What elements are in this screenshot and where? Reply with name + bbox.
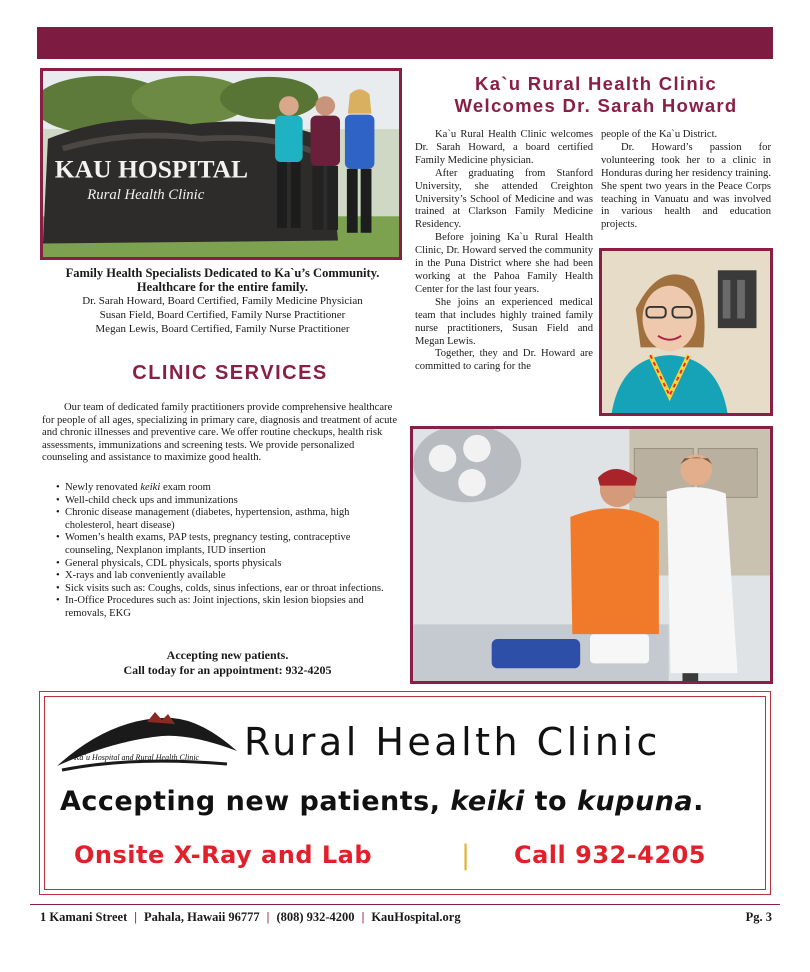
article-column-2	[601, 129, 771, 232]
paragraph: She joins an experienced medical team that includes highly trained family nurse practitioners, Susan Field and Megan Lewis.	[415, 296, 593, 347]
paragraph: After graduating from Stanford University, she attended Creighton University’s School of Medicine and was trained at Clarkson Family Medicine Residency.	[415, 167, 593, 231]
list-item: • General physicals, CDL physicals, sports physicals	[56, 558, 401, 571]
services-cta	[40, 648, 415, 678]
services-heading: CLINIC SERVICES	[132, 362, 328, 384]
cta-line-1: Accepting new patients.	[166, 648, 289, 662]
footer: 1 Kamani Street | Pahala, Hawaii 96777 | (808) 932-4200 | KauHospital.org	[40, 910, 461, 924]
staff-photo	[40, 68, 402, 260]
list-item: • Women’s health exams, PAP tests, pregnancy testing, contraceptive counseling, Nexplanon implants, IUD insertion	[56, 532, 401, 557]
footer-phone: (808) 932-4200	[276, 910, 355, 924]
footer-divider	[30, 904, 780, 905]
sign-text-2: Rural Health Clinic	[87, 186, 205, 203]
article-column-1	[415, 129, 593, 374]
list-item: • In-Office Procedures such as: Joint injections, skin lesion biopsies and removals, EKG	[56, 595, 401, 620]
paragraph: Dr. Howard’s passion for volunteering took her to a clinic in Honduras during her residency training. She spent two years in the Peace Corps teaching in Vanuatu and was involved in various health and education projects.	[601, 141, 771, 231]
sign-text-1: KAU HOSPITAL	[54, 155, 249, 184]
caption-title-2: Healthcare for the entire family.	[136, 280, 309, 294]
paragraph: Before joining Ka`u Rural Health Clinic, Dr. Howard served the community in the Puna District where she had been working at the Pahoa Family Health Center for the last four years.	[415, 232, 593, 295]
logo-text: Ka`u Hospital and Rural Health Clinic	[74, 753, 200, 762]
list-item: • Newly renovated keiki exam room	[56, 482, 401, 495]
ad-xray-lab: Onsite X-Ray and Lab	[74, 841, 373, 869]
hospital-logo	[52, 706, 242, 776]
list-item: • X-rays and lab conveniently available	[56, 570, 401, 583]
services-list	[56, 482, 401, 621]
list-item: • Sick visits such as: Coughs, colds, sinus infections, ear or throat infections.	[56, 583, 401, 596]
clinic-advertisement	[39, 691, 771, 895]
header-bar	[37, 27, 773, 59]
doctor-portrait	[599, 248, 773, 416]
ad-phone: Call 932-4205	[514, 841, 706, 869]
list-item: • Chronic disease management (diabetes, hypertension, asthma, high cholesterol, heart disease)	[56, 507, 401, 532]
article-title	[415, 73, 777, 117]
footer-address: 1 Kamani Street	[40, 910, 128, 924]
cta-line-2: Call today for an appointment: 932-4205	[123, 663, 332, 677]
paragraph: Together, they and Dr. Howard are committed to caring for the	[415, 348, 593, 373]
article-title-line-2: Welcomes Dr. Sarah Howard	[454, 95, 738, 116]
paragraph: Ka`u Rural Health Clinic welcomes Dr. Sarah Howard, a board certified Family Medicine physician.	[415, 129, 593, 166]
page-number: Pg. 3	[745, 910, 772, 924]
caption-staff: Dr. Sarah Howard, Board Certified, Family Medicine Physician	[82, 295, 363, 307]
caption-staff: Susan Field, Board Certified, Family Nurse Practitioner	[99, 309, 346, 321]
footer-city: Pahala, Hawaii 96777	[144, 910, 260, 924]
caption-staff: Megan Lewis, Board Certified, Family Nurse Practitioner	[95, 323, 350, 335]
ad-separator: |	[461, 840, 471, 871]
ad-title: Rural Health Clinic	[244, 720, 661, 764]
caption-title-1: Family Health Specialists Dedicated to Ka`u’s Community.	[65, 266, 380, 280]
exam-room-photo	[410, 426, 773, 684]
ad-tagline: Accepting new patients, keiki to kupuna.	[60, 786, 704, 817]
list-item: • Well-child check ups and immunizations	[56, 495, 401, 508]
paragraph: people of the Ka`u District.	[601, 129, 718, 140]
services-intro: Our team of dedicated family practitioners provide comprehensive healthcare for people of all ages, specializing in primary care, diagnosis and treatment of acute and chronic illnesses and preventive care. We offer routine checkups, health risk assessments, immunizations and screening tests. We provide personalized counseling and assistance to maximize good health.	[42, 402, 398, 464]
article-title-line-1: Ka`u Rural Health Clinic	[475, 73, 717, 94]
footer-website[interactable]: KauHospital.org	[371, 910, 461, 924]
photo-caption	[40, 266, 405, 336]
